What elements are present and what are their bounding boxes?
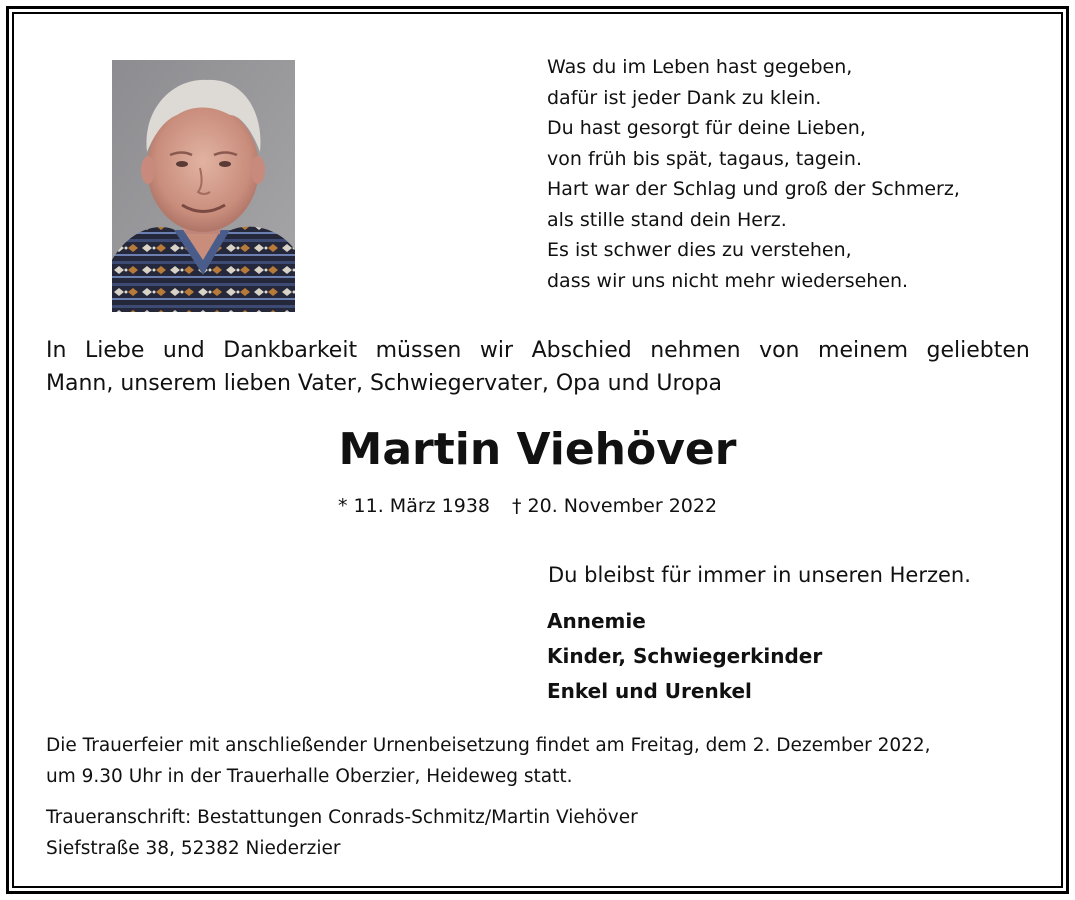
intro-word: müssen — [375, 338, 462, 363]
intro-word: Abschied — [531, 338, 632, 363]
poem-line: Es ist schwer dies zu verstehen, — [547, 239, 852, 261]
mourning-address — [46, 802, 1036, 864]
portrait-photo — [112, 60, 295, 312]
intro-word: Dankbarkeit — [223, 338, 358, 363]
deceased-name: Martin Viehöver — [338, 424, 737, 475]
poem-line: Hart war der Schlag und groß der Schmerz, — [547, 178, 960, 200]
family-signatures — [547, 604, 822, 709]
intro-word: von — [759, 338, 800, 363]
life-dates — [338, 492, 717, 520]
poem — [547, 52, 1027, 296]
family-member: Kinder, Schwiegerkinder — [547, 644, 823, 668]
death-date: † 20. November 2022 — [512, 495, 718, 517]
poem-line: von früh bis spät, tagaus, tagein. — [547, 147, 863, 170]
intro-word: und — [162, 338, 205, 363]
ceremony-line-2: um 9.30 Uhr in der Trauerhalle Oberzier, Heideweg statt. — [46, 765, 573, 787]
address-line-2: Siefstraße 38, 52382 Niederzier — [46, 838, 341, 859]
poem-line: Du hast gesorgt für deine Lieben, — [547, 117, 866, 139]
intro-word: meinem — [818, 338, 909, 363]
intro-line-1 — [46, 334, 1030, 367]
remembrance-line: Du bleibst für immer in unseren Herzen. — [548, 563, 971, 587]
poem-line: dafür ist jeder Dank zu klein. — [547, 86, 822, 109]
birth-date: * 11. März 1938 — [338, 495, 491, 517]
poem-line: dass wir uns nicht mehr wiedersehen. — [547, 269, 909, 292]
address-line-1: Traueranschrift: Bestattungen Conrads-Schmitz/Martin Viehöver — [46, 807, 638, 828]
family-member: Enkel und Urenkel — [547, 679, 752, 703]
intro-line-2: Mann, unserem lieben Vater, Schwiegervater, Opa und Uropa — [46, 371, 723, 396]
ceremony-info — [46, 731, 1036, 792]
intro-word: nehmen — [650, 338, 741, 363]
poem-line: Was du im Leben hast gegeben, — [547, 56, 853, 78]
intro-word: wir — [479, 338, 514, 363]
intro-word: Liebe — [84, 338, 145, 363]
poem-line: als stille stand dein Herz. — [547, 208, 787, 231]
intro-word: In — [46, 338, 67, 363]
intro-text — [46, 334, 1030, 400]
family-member: Annemie — [547, 609, 646, 633]
ceremony-line-1: Die Trauerfeier mit anschließender Urnenbeisetzung findet am Freitag, dem 2. Dezember 2022, — [46, 735, 931, 756]
intro-word: geliebten — [926, 338, 1030, 363]
